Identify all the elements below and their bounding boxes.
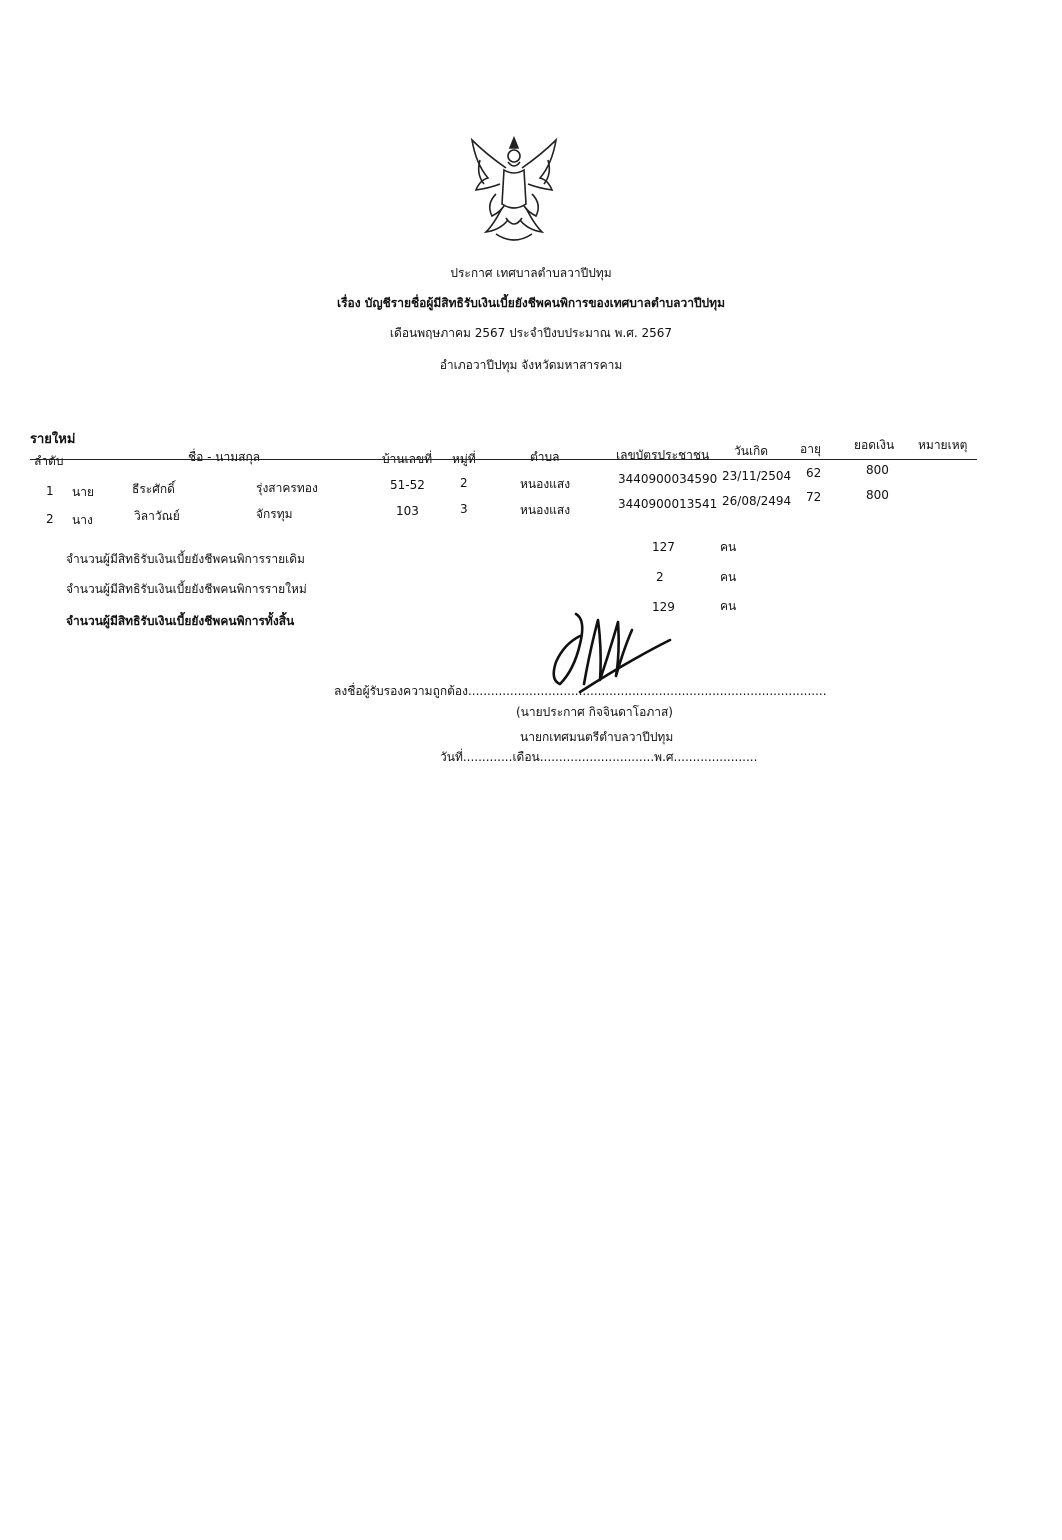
col-header-amount: ยอดเงิน [854,438,895,452]
row-dob: 23/11/2504 [722,469,792,483]
row-house: 103 [396,504,419,518]
summary-existing-unit: คน [720,540,737,554]
row-no: 1 [46,484,54,498]
col-header-remark: หมายเหตุ [918,438,968,452]
row-dob: 26/08/2494 [722,494,792,508]
summary-new-value: 2 [656,570,664,584]
row-amount: 800 [866,463,889,477]
col-header-moo: หมู่ที่ [452,452,476,466]
col-header-no: ลำดับ [34,454,64,468]
row-first-name: ธีระศักดิ์ [132,482,175,496]
summary-existing-label: จำนวนผู้มีสิทธิรับเงินเบี้ยยังชีพคนพิการรายเดิม [66,552,305,566]
row-tambon: หนองแสง [520,477,571,491]
summary-new-unit: คน [720,570,737,584]
summary-total-label: จำนวนผู้มีสิทธิรับเงินเบี้ยยังชีพคนพิการทั้งสิ้น [66,614,295,628]
row-moo: 3 [460,502,468,516]
row-age: 72 [806,490,822,504]
row-idcard: 3440900013541 [618,497,718,511]
period-line: เดือนพฤษภาคม 2567 ประจำปีงบประมาณ พ.ศ. 2567 [389,326,673,340]
col-header-tambon: ตำบล [530,450,560,464]
garuda-emblem-icon [466,134,562,250]
row-age: 62 [806,466,822,480]
section-title: รายใหม่ [30,432,76,447]
row-last-name: รุ่งสาครทอง [256,481,318,495]
col-header-age: อายุ [800,442,821,456]
row-idcard: 3440900034590 [618,472,718,486]
row-amount: 800 [866,488,889,502]
district-line: อำเภอวาปีปทุม จังหวัดมหาสารคาม [439,358,623,372]
row-first-name: วิลาวัณย์ [134,509,180,523]
row-title: นาง [72,513,93,527]
summary-new-label: จำนวนผู้มีสิทธิรับเงินเบี้ยยังชีพคนพิการรายใหม่ [66,582,307,596]
subject-line: เรื่อง บัญชีรายชื่อผู้มีสิทธิรับเงินเบี้ยยังชีพคนพิการของเทศบาลตำบลวาปีปทุม [337,296,725,310]
header-rule [30,459,977,460]
summary-total-unit: คน [720,599,737,613]
summary-total-value: 129 [652,600,675,614]
row-tambon: หนองแสง [520,503,571,517]
date-line: วันที่.............เดือน..............................พ.ศ...................... [440,750,758,764]
row-house: 51-52 [390,478,425,492]
certify-line: ลงชื่อผู้รับรองความถูกต้อง.............................................................................................. [334,684,827,698]
announcement-title: ประกาศ เทศบาลตำบลวาปีปทุม [450,266,612,280]
row-no: 2 [46,512,54,526]
col-header-house: บ้านเลขที่ [382,452,433,466]
col-header-name: ชื่อ - นามสกุล [188,450,261,464]
signer-position: นายกเทศมนตรีตำบลวาปีปทุม [520,730,674,744]
row-moo: 2 [460,476,468,490]
row-last-name: จักรทุม [256,507,293,521]
summary-existing-value: 127 [652,540,675,554]
col-header-idcard: เลขบัตรประชาชน [616,448,710,462]
signer-name: (นายประกาศ กิจจินดาโอภาส) [516,705,673,719]
row-title: นาย [72,485,94,499]
col-header-dob: วันเกิด [734,444,769,458]
